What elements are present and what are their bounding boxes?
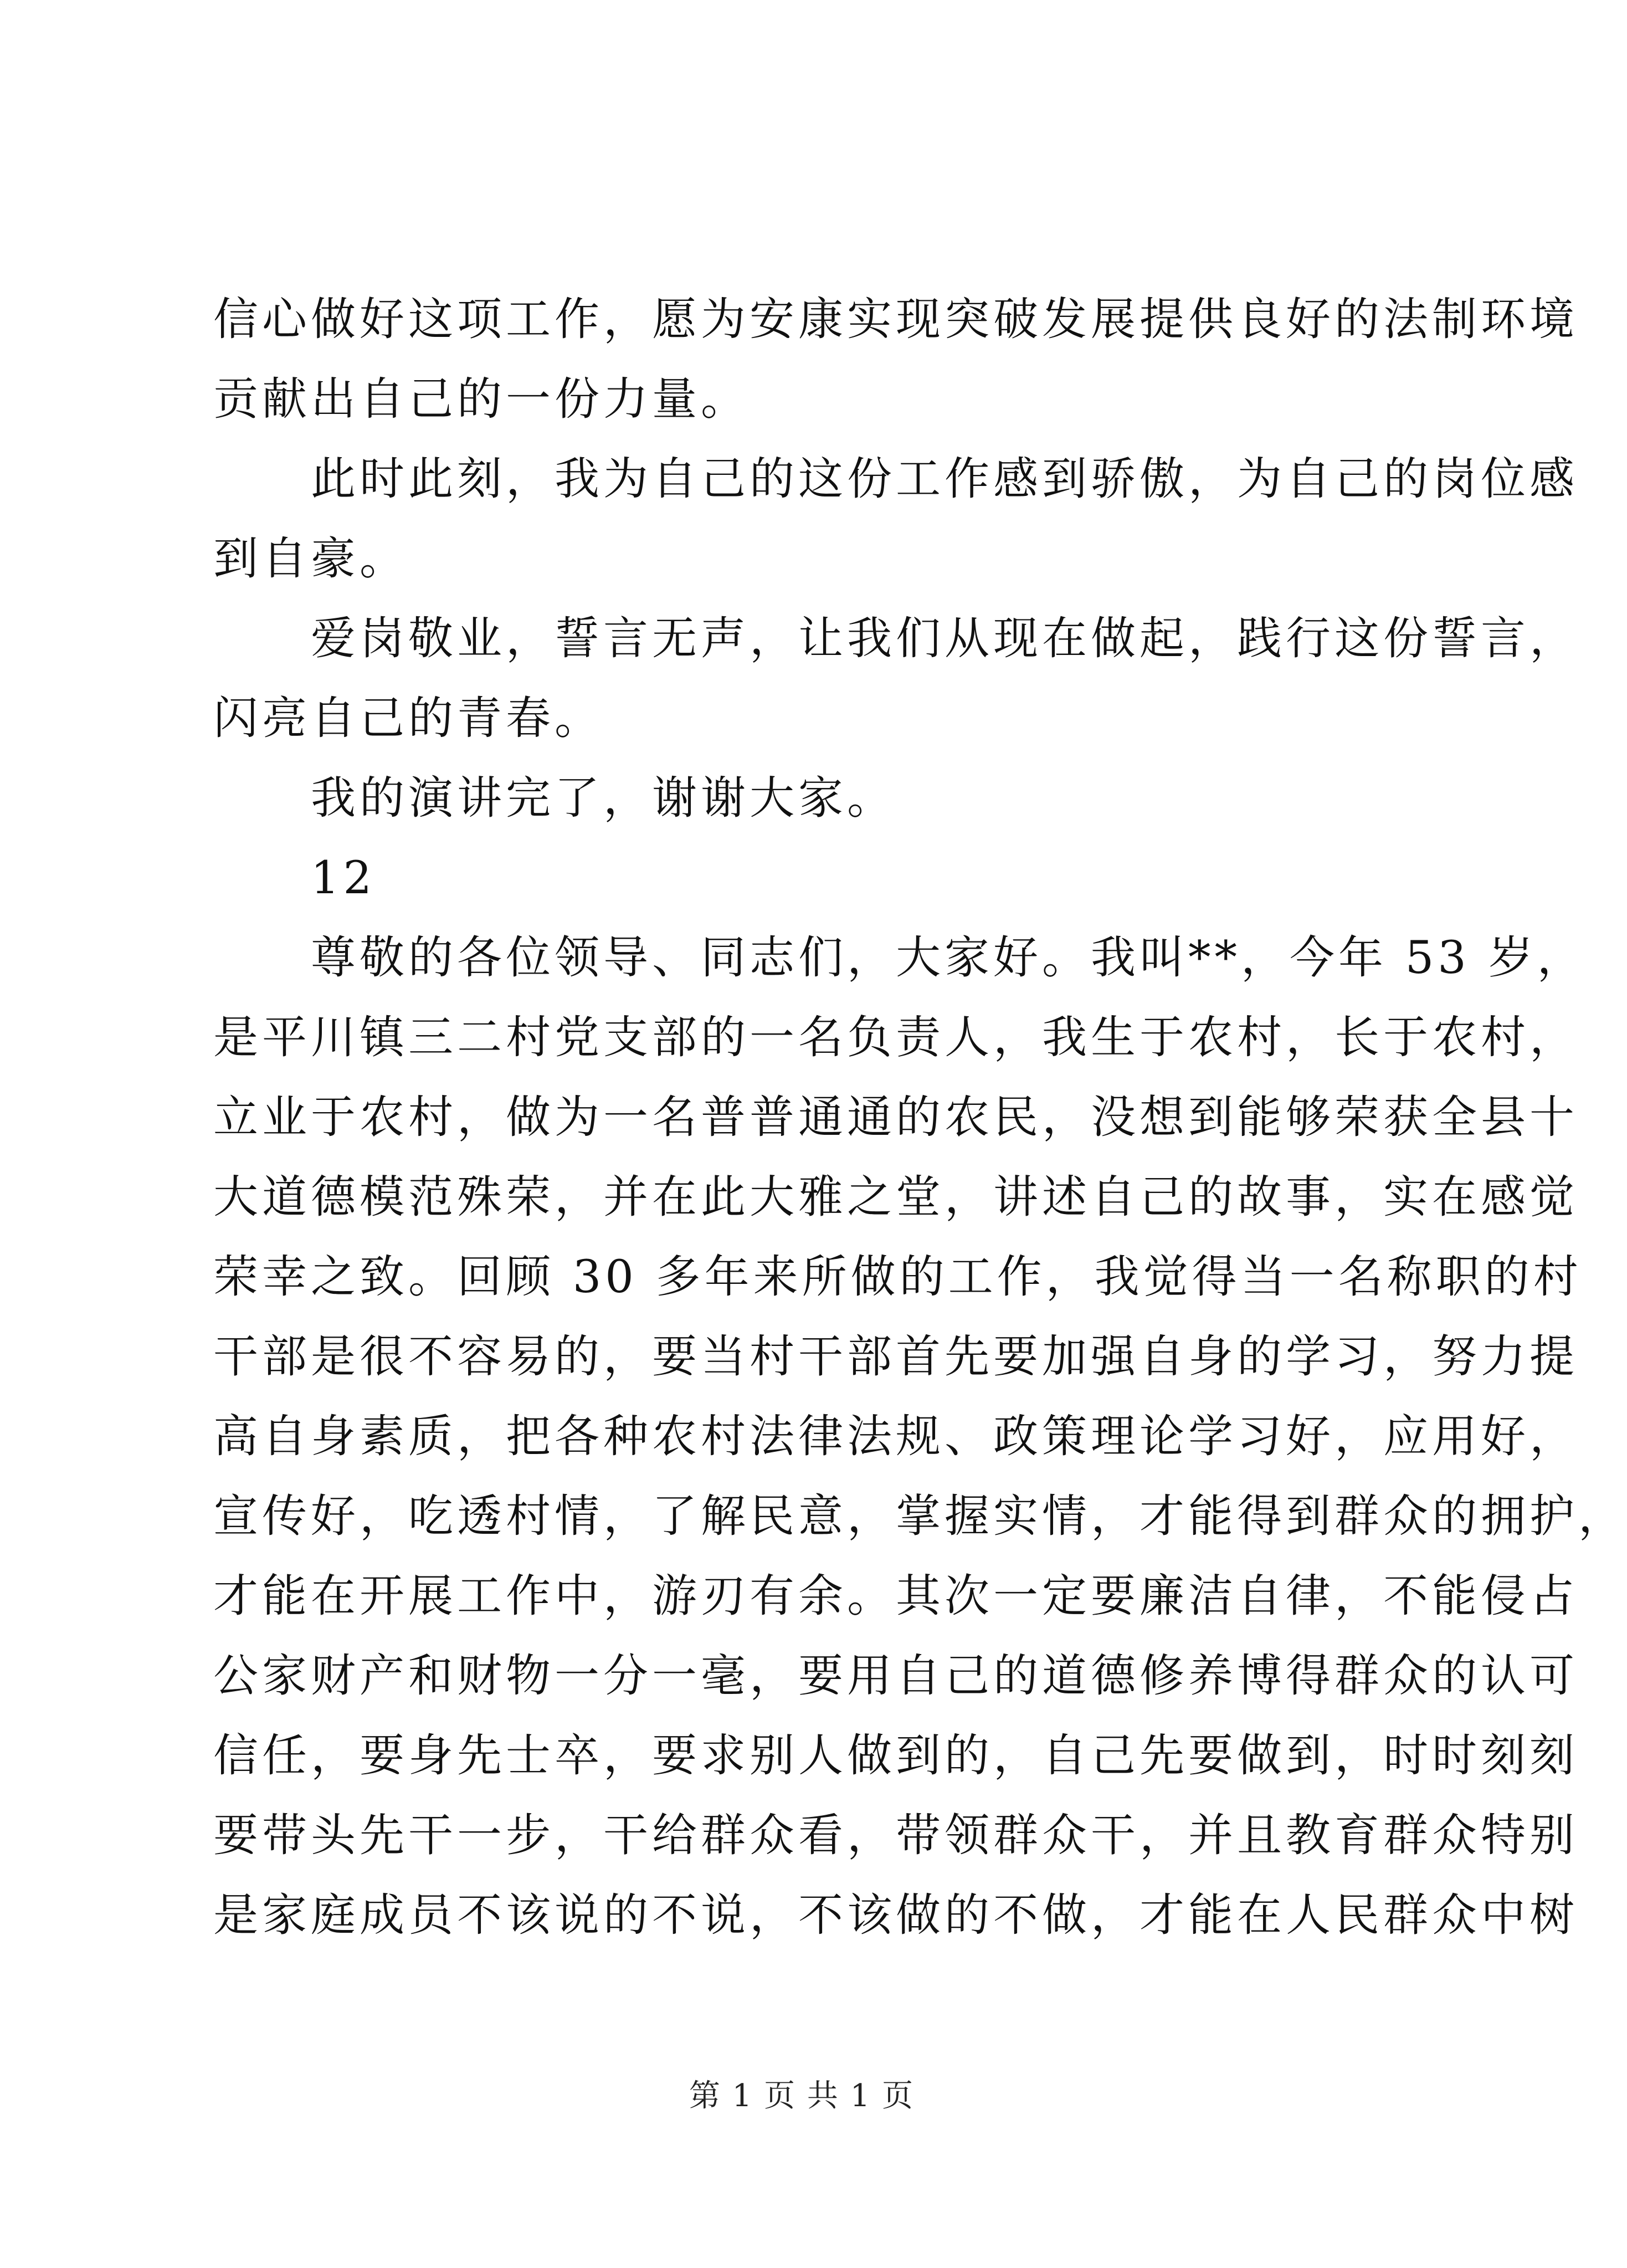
text-line: 信心做好这项工作，愿为安康实现突破发展提供良好的法制环境 (213, 294, 1579, 346)
section-number: 12 (213, 852, 376, 904)
text-line: 大道德模范殊荣，并在此大雅之堂，讲述自己的故事，实在感觉 (213, 1171, 1579, 1223)
text-line: 此时此刻，我为自己的这份工作感到骄傲，为自己的岗位感 (213, 453, 1579, 505)
text-line: 是平川镇三二村党支部的一名负责人，我生于农村，长于农村， (213, 1012, 1579, 1064)
text-line: 闪亮自己的青春。 (213, 693, 604, 745)
text-line: 尊敬的各位领导、同志们，大家好。我叫**，今年 53 岁， (213, 932, 1586, 984)
text-line: 是家庭成员不该说的不说，不该做的不做，才能在人民群众中树 (213, 1890, 1579, 1942)
text-line: 立业于农村，做为一名普普通通的农民，没想到能够荣获全县十 (213, 1092, 1579, 1144)
text-line: 贡献出自己的一份力量。 (213, 373, 750, 426)
document-body (213, 280, 1627, 1955)
text-line: 信任，要身先士卒，要求别人做到的，自己先要做到，时时刻刻 (213, 1730, 1579, 1782)
text-line: 高自身素质，把各种农村法律法规、政策理论学习好，应用好， (213, 1411, 1579, 1463)
text-line: 我的演讲完了，谢谢大家。 (213, 772, 896, 825)
text-line: 公家财产和财物一分一毫，要用自己的道德修养博得群众的认可 (213, 1650, 1579, 1702)
text-line: 荣幸之致。回顾 30 多年来所做的工作，我觉得当一名称职的村 (213, 1251, 1582, 1303)
text-line: 爱岗敬业，誓言无声，让我们从现在做起，践行这份誓言， (213, 613, 1579, 665)
text-line: 要带头先干一步，干给群众看，带领群众干，并且教育群众特别 (213, 1810, 1579, 1862)
page-footer: 第 1 页 共 1 页 (689, 2078, 915, 2114)
text-line: 到自豪。 (213, 533, 409, 585)
text-line: 才能在开展工作中，游刃有余。其次一定要廉洁自律，不能侵占 (213, 1570, 1579, 1622)
text-line: 干部是很不容易的，要当村干部首先要加强自身的学习，努力提 (213, 1331, 1579, 1383)
text-line: 宣传好，吃透村情，了解民意，掌握实情，才能得到群众的拥护， (213, 1491, 1627, 1543)
